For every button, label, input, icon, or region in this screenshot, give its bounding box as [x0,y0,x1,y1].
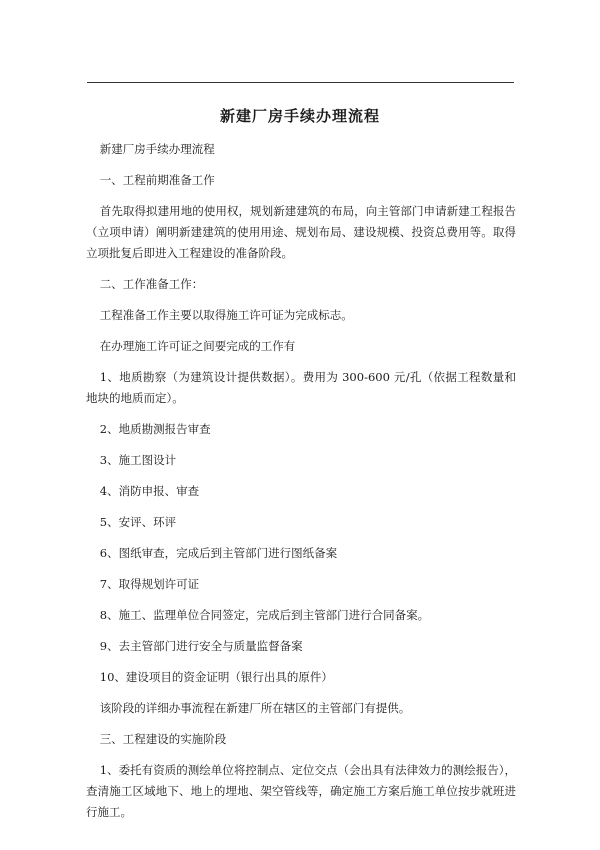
document-title: 新建厂房手续办理流程 [219,107,380,125]
list-item-10: 10、建设项目的资金证明（银行出具的原件） [99,670,333,684]
paragraph-subtitle: 新建厂房手续办理流程 [99,142,215,156]
paragraph-permit-goal: 工程准备工作主要以取得施工许可证为完成标志。 [99,308,353,322]
list-item-9: 9、去主管部门进行安全与质量监督备案 [99,639,303,653]
paragraph-section-3-item-1: 1、委托有资质的测绘单位将控制点、定位交点（会出具有法律效力的测绘报告），查清施工区域地下、地上的埋地、架空管线等，确定施工方案后施工单位按步就班进行施工。 [86,763,516,819]
document-body [86,139,516,823]
section-heading-2: 二、工作准备工作： [99,277,204,291]
list-item-5: 5、安评、环评 [99,515,177,529]
list-item-6: 6、图纸审查，完成后到主管部门进行图纸备案 [99,546,338,560]
paragraph-process-note: 该阶段的详细办事流程在新建厂所在辖区的主管部门有提供。 [99,701,411,715]
list-item-2: 2、地质勘测报告审查 [99,422,211,436]
list-item-3: 3、施工图设计 [99,453,177,467]
header-rule [87,82,514,83]
list-item-4: 4、消防申报、审查 [99,484,200,498]
list-item-1: 1、地质勘察（为建筑设计提供数据）。费用为 300-600 元/孔（依据工程数量和地块的地质而定）。 [86,370,516,405]
paragraph-section-1: 首先取得拟建用地的使用权，规划新建建筑的布局，向主管部门申请新建工程报告（立项申请）阐明新建建筑的使用用途、规划布局、建设规模、投资总费用等。取得立项批复后即进入工程建设的准备阶段。 [86,204,516,260]
section-heading-3: 三、工程建设的实施阶段 [99,732,227,746]
section-heading-1: 一、工程前期准备工作 [99,173,215,187]
paragraph-permit-intro: 在办理施工许可证之间要完成的工作有 [99,339,296,353]
list-item-7: 7、取得规划许可证 [99,577,200,591]
list-item-8: 8、施工、监理单位合同签定，完成后到主管部门进行合同备案。 [99,608,430,622]
